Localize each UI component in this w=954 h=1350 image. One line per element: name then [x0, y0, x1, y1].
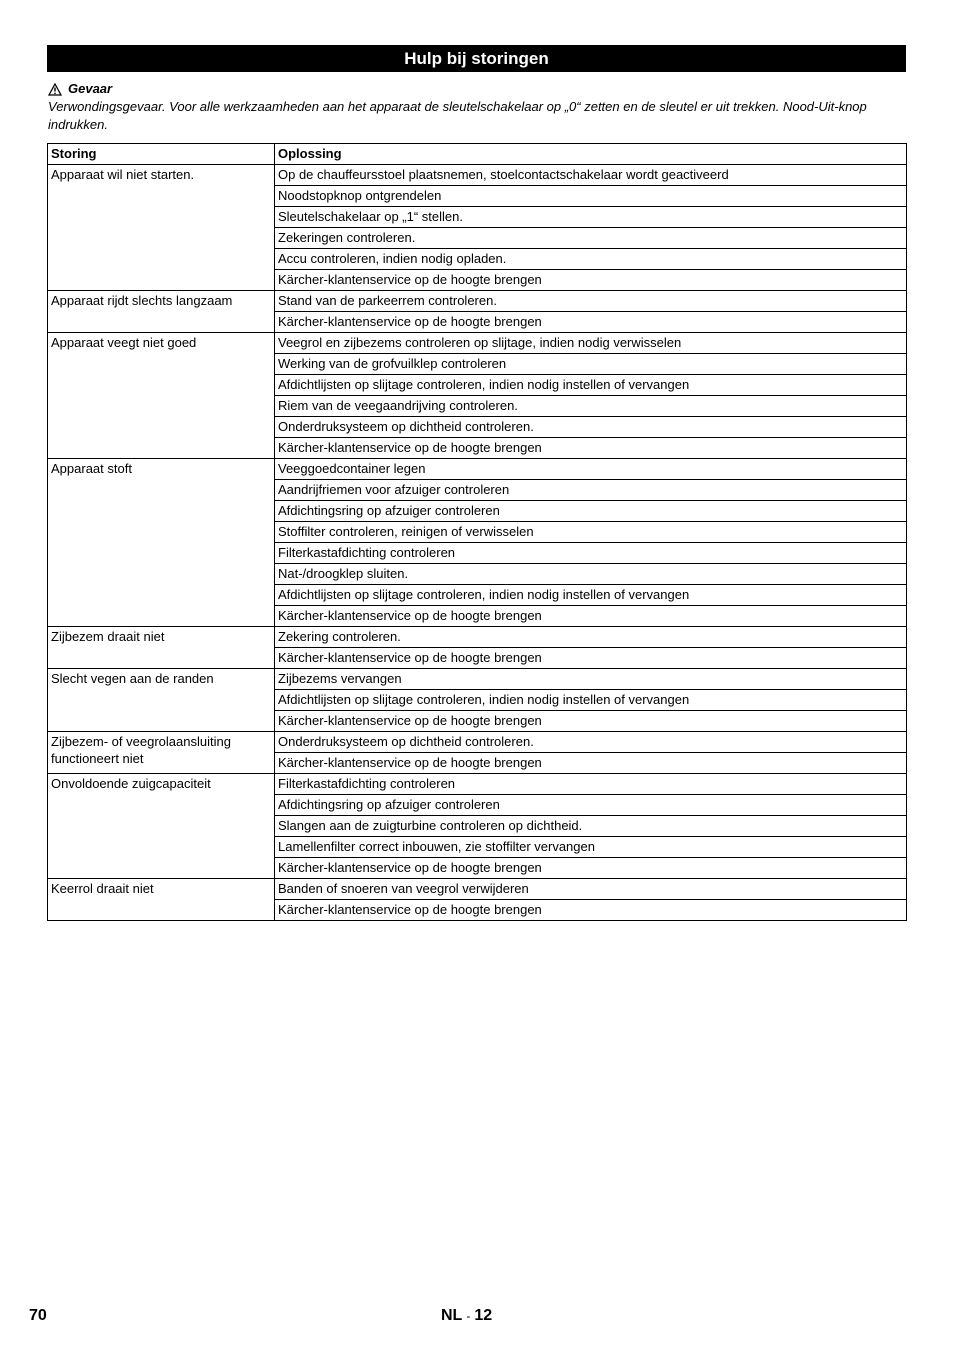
- oplossing-cell: Filterkastafdichting controleren: [275, 543, 907, 564]
- oplossing-cell: Banden of snoeren van veegrol verwijderen: [275, 879, 907, 900]
- column-header-storing: Storing: [48, 144, 275, 165]
- oplossing-cell: Filterkastafdichting controleren: [275, 774, 907, 795]
- table-row: [48, 879, 907, 900]
- storing-cell: Keerrol draait niet: [48, 879, 275, 921]
- oplossing-cell: Afdichtingsring op afzuiger controleren: [275, 795, 907, 816]
- oplossing-cell: Riem van de veegaandrijving controleren.: [275, 396, 907, 417]
- storing-cell: Apparaat rijdt slechts langzaam: [48, 291, 275, 333]
- oplossing-cell: Zekering controleren.: [275, 627, 907, 648]
- oplossing-cell: Afdichtingsring op afzuiger controleren: [275, 501, 907, 522]
- oplossing-cell: Zijbezems vervangen: [275, 669, 907, 690]
- column-header-oplossing: Oplossing: [275, 144, 907, 165]
- table-row: [48, 669, 907, 690]
- oplossing-cell: Veeggoedcontainer legen: [275, 459, 907, 480]
- oplossing-cell: Stoffilter controleren, reinigen of verwisselen: [275, 522, 907, 543]
- oplossing-cell: Lamellenfilter correct inbouwen, zie stoffilter vervangen: [275, 837, 907, 858]
- oplossing-cell: Kärcher-klantenservice op de hoogte brengen: [275, 900, 907, 921]
- footer-section-page: 12: [474, 1307, 493, 1324]
- oplossing-cell: Kärcher-klantenservice op de hoogte brengen: [275, 270, 907, 291]
- storing-cell: Onvoldoende zuigcapaciteit: [48, 774, 275, 879]
- oplossing-cell: Noodstopknop ontgrendelen: [275, 186, 907, 207]
- table-row: [48, 774, 907, 795]
- oplossing-cell: Kärcher-klantenservice op de hoogte brengen: [275, 312, 907, 333]
- storing-cell: Zijbezem draait niet: [48, 627, 275, 669]
- table-row: [48, 627, 907, 648]
- troubleshooting-table: [47, 143, 907, 921]
- oplossing-cell: Afdichtlijsten op slijtage controleren, indien nodig instellen of vervangen: [275, 690, 907, 711]
- oplossing-cell: Slangen aan de zuigturbine controleren op dichtheid.: [275, 816, 907, 837]
- page-footer-section: [441, 1307, 492, 1325]
- oplossing-cell: Stand van de parkeerrem controleren.: [275, 291, 907, 312]
- footer-dash: -: [466, 1309, 471, 1323]
- oplossing-cell: Accu controleren, indien nodig opladen.: [275, 249, 907, 270]
- oplossing-cell: Onderdruksysteem op dichtheid controleren.: [275, 732, 907, 753]
- oplossing-cell: Veegrol en zijbezems controleren op slijtage, indien nodig verwisselen: [275, 333, 907, 354]
- oplossing-cell: Kärcher-klantenservice op de hoogte brengen: [275, 648, 907, 669]
- table-row: [48, 291, 907, 312]
- table-row: [48, 165, 907, 186]
- oplossing-cell: Nat-/droogklep sluiten.: [275, 564, 907, 585]
- oplossing-cell: Afdichtlijsten op slijtage controleren, indien nodig instellen of vervangen: [275, 375, 907, 396]
- warning-heading: [48, 80, 906, 98]
- storing-cell: Apparaat stoft: [48, 459, 275, 627]
- table-row: [48, 333, 907, 354]
- oplossing-cell: Aandrijfriemen voor afzuiger controleren: [275, 480, 907, 501]
- oplossing-cell: Afdichtlijsten op slijtage controleren, indien nodig instellen of vervangen: [275, 585, 907, 606]
- oplossing-cell: Kärcher-klantenservice op de hoogte brengen: [275, 438, 907, 459]
- section-title-bar: [47, 45, 906, 72]
- table-row: [48, 459, 907, 480]
- table-row: [48, 732, 907, 753]
- oplossing-cell: Zekeringen controleren.: [275, 228, 907, 249]
- oplossing-cell: Kärcher-klantenservice op de hoogte brengen: [275, 858, 907, 879]
- storing-cell: Slecht vegen aan de randen: [48, 669, 275, 732]
- warning-triangle-icon: [48, 83, 62, 96]
- storing-cell: Zijbezem- of veegrolaansluiting functioneert niet: [48, 732, 275, 774]
- oplossing-cell: Onderdruksysteem op dichtheid controleren.: [275, 417, 907, 438]
- table-header-row: [48, 144, 907, 165]
- oplossing-cell: Kärcher-klantenservice op de hoogte brengen: [275, 606, 907, 627]
- section-title: Hulp bij storingen: [404, 48, 549, 68]
- warning-label: Gevaar: [68, 81, 113, 96]
- oplossing-cell: Werking van de grofvuilklep controleren: [275, 354, 907, 375]
- storing-cell: Apparaat veegt niet goed: [48, 333, 275, 459]
- oplossing-cell: Kärcher-klantenservice op de hoogte brengen: [275, 711, 907, 732]
- oplossing-cell: Kärcher-klantenservice op de hoogte brengen: [275, 753, 907, 774]
- storing-cell: Apparaat wil niet starten.: [48, 165, 275, 291]
- warning-block: [48, 80, 906, 134]
- warning-text: Verwondingsgevaar. Voor alle werkzaamheden aan het apparaat de sleutelschakelaar op „0“ zetten en de sleutel er uit trekken. Nood-Uit-knop indrukken.: [48, 99, 867, 132]
- table-body: [48, 165, 907, 921]
- page-number: 70: [29, 1307, 47, 1324]
- oplossing-cell: Sleutelschakelaar op „1“ stellen.: [275, 207, 907, 228]
- footer-lang: NL: [441, 1307, 463, 1324]
- oplossing-cell: Op de chauffeursstoel plaatsnemen, stoelcontactschakelaar wordt geactiveerd: [275, 165, 907, 186]
